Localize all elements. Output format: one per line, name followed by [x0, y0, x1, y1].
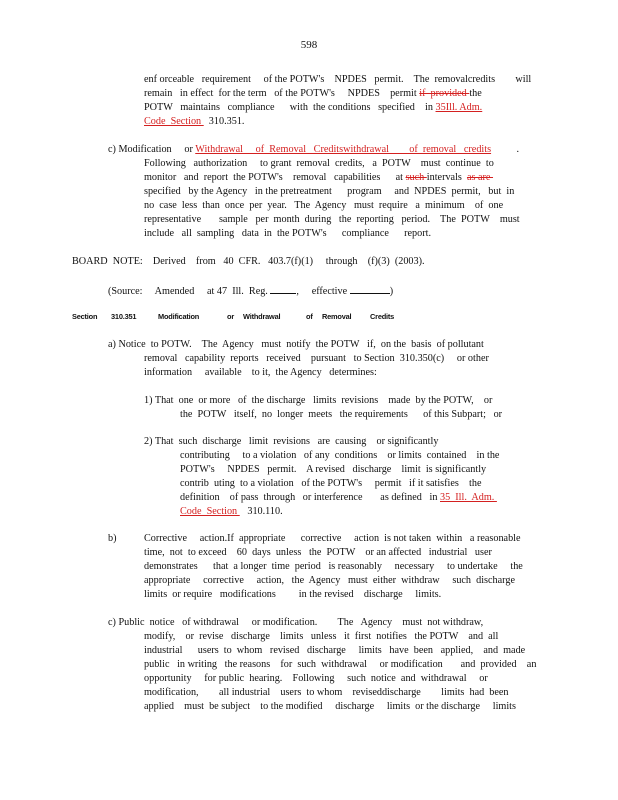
item-1-line-2: the POTW itself, no longer meets the requirements of this Subpart; or — [180, 409, 503, 420]
para-c2-line-2: modify, or revise discharge limits unless it first notifies the POTW and all — [144, 631, 499, 642]
para-c2-line-7: applied must be subject to the modified discharge limits or the discharge limits — [144, 701, 516, 712]
para-b-line-2: time, not to exceed 60 days unless the POTW or an affected industrial user — [144, 547, 492, 558]
blank-line — [270, 284, 296, 294]
struck-text: if provided — [419, 88, 470, 99]
section-title-word: Modification — [158, 312, 200, 321]
section-number: 310.351 — [111, 312, 137, 321]
inserted-text: Withdrawal of Removal Creditswithdrawal of removal credits — [195, 144, 492, 155]
section-label: Section — [72, 312, 98, 321]
inserted-text: Code Section — [144, 116, 204, 127]
para-c2-line-4: public in writing the reasons for such withdrawal or modification and provided an — [144, 659, 537, 670]
para-c-line-3: monitor and report the POTW's removal capabilities at such intervals as are — [144, 172, 494, 183]
intro-line-3: POTW maintains compliance with the conditions specified in 35Ill. Adm. — [144, 102, 483, 113]
para-a-line-1: a) Notice to POTW. The Agency must notify the POTW if, on the basis of pollutant — [108, 339, 484, 350]
item-2-line-4: contrib uting to a violation of the POTW's permit if it satisfies the — [180, 478, 482, 489]
intro-line-2: remain in effect for the term of the POTW's NPDES permit if provided the — [144, 88, 482, 99]
para-c2-line-3: industrial users to whom revised discharge limits have been applied, and made — [144, 645, 526, 656]
blank-line — [350, 284, 390, 294]
para-c2-line-6: modification, all industrial users to whom reviseddischarge limits had been — [144, 687, 509, 698]
para-c-line-4: specified by the Agency in the pretreatment program and NPDES permit, but in — [144, 186, 515, 197]
para-a-line-2: removal capability reports received pursuant to Section 310.350(c) or other — [144, 353, 489, 364]
para-c-line-7: include all sampling data in the POTW's compliance report. — [144, 228, 432, 239]
section-title-word: Credits — [370, 312, 395, 321]
item-2-line-5: definition of pass through or interference as defined in 35 Ill. Adm. — [180, 492, 497, 503]
inserted-text: Code Section — [180, 506, 240, 517]
inserted-text: 35Ill. Adm. — [435, 102, 483, 113]
item-2-line-6: Code Section 310.110. — [180, 506, 283, 517]
section-title-word: Removal — [322, 312, 352, 321]
item-2-line-3: POTW's NPDES permit. A revised discharge limit is significantly — [180, 464, 487, 475]
struck-text: as are — [466, 172, 494, 183]
para-b-label: b) — [108, 533, 117, 544]
item-1-line-1: 1) That one or more of the discharge limits revisions made by the POTW, or — [144, 395, 493, 406]
para-a-line-3: information available to it, the Agency determines: — [144, 367, 377, 378]
para-c-line-1: c) Modification or Withdrawal of Removal Creditswithdrawal of removal credits . — [108, 144, 520, 155]
intro-line-4: Code Section 310.351. — [144, 116, 245, 127]
para-c-line-6: representative sample per month during the reporting period. The POTW must — [144, 214, 520, 225]
para-b-line-4: appropriate corrective action, the Agency must either withdraw such discharge — [144, 575, 515, 586]
para-c2-line-5: opportunity for public hearing. Following such notice and withdrawal or — [144, 673, 488, 684]
section-title-word: Withdrawal — [243, 312, 281, 321]
para-c2-line-1: c) Public notice of withdrawal or modification. The Agency must not withdraw, — [108, 617, 484, 628]
source-note: (Source: Amended at 47 Ill. Reg. , effective ) — [108, 286, 394, 297]
section-title-word: of — [306, 312, 313, 321]
inserted-text: 35 Ill. Adm. — [440, 492, 497, 503]
page-number: 598 — [300, 39, 318, 51]
para-c-line-2: Following authorization to grant removal credits, a POTW must continue to — [144, 158, 494, 169]
item-2-line-1: 2) That such discharge limit revisions are causing or significantly — [144, 436, 439, 447]
para-c-line-5: no case less than once per year. The Agency must require a minimum of one — [144, 200, 504, 211]
para-b-line-3: demonstrates that a longer time period is reasonably necessary to undertake the — [144, 561, 523, 572]
struck-text: such — [405, 172, 427, 183]
para-b-line-5: limits or require modifications in the revised discharge limits. — [144, 589, 442, 600]
intro-line-1: enf orceable requirement of the POTW's NPDES permit. The removalcredits will — [144, 74, 532, 85]
section-title-word: or — [227, 312, 234, 321]
item-2-line-2: contributing to a violation of any conditions or limits contained in the — [180, 450, 500, 461]
board-note: BOARD NOTE: Derived from 40 CFR. 403.7(f)(1) through (f)(3) (2003). — [72, 256, 425, 267]
para-b-line-1: Corrective action.If appropriate corrective action is not taken within a reasonable — [144, 533, 521, 544]
